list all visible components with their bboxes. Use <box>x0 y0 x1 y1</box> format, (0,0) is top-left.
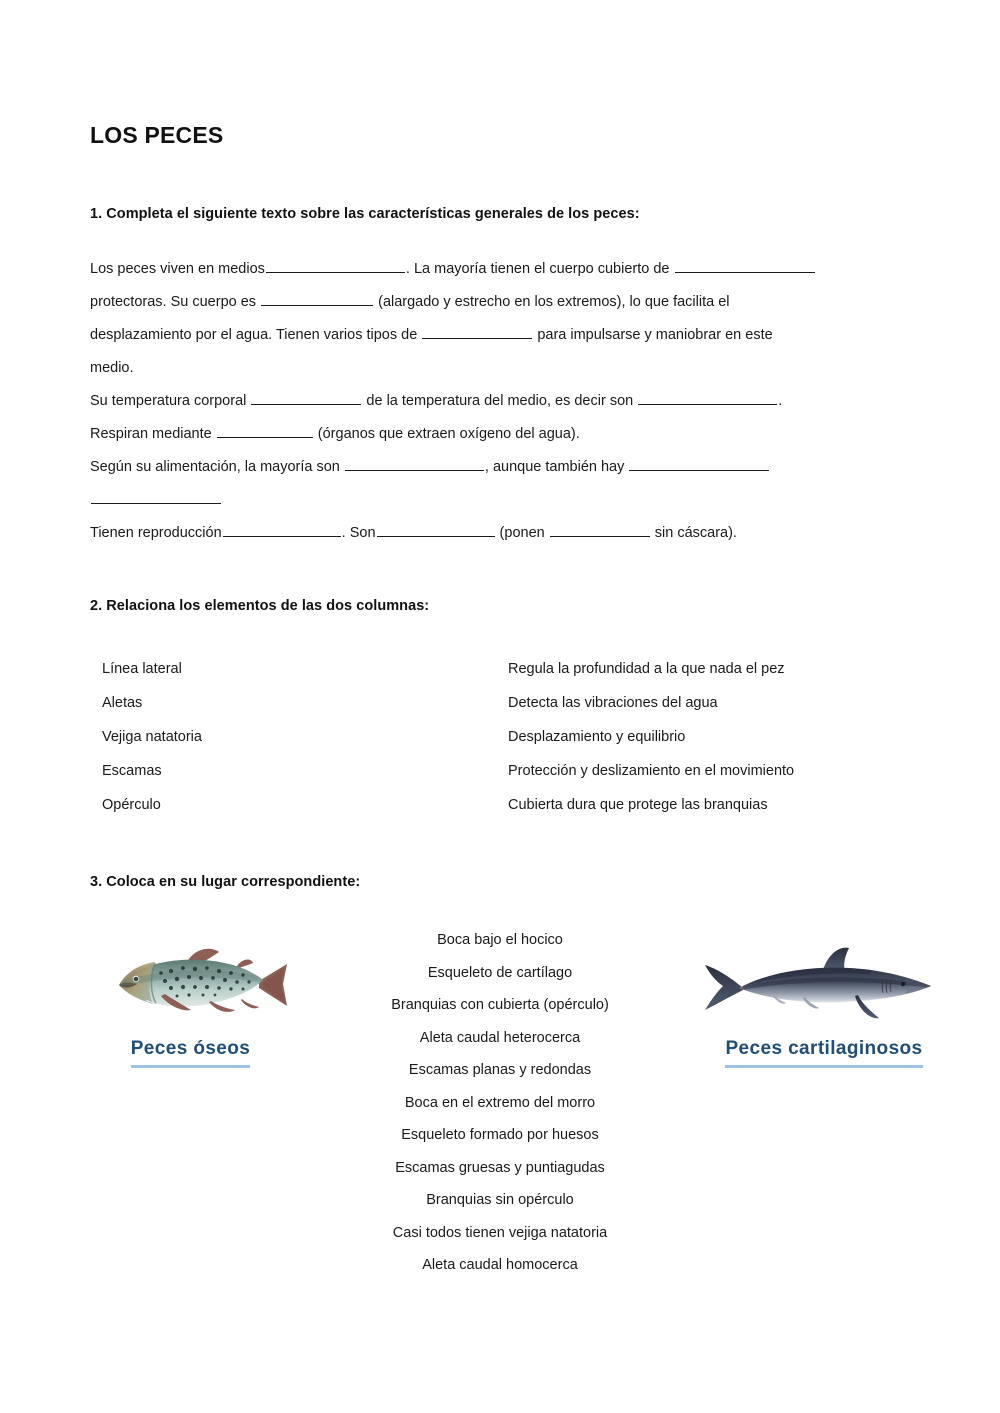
blank-herbivoros[interactable] <box>629 455 769 471</box>
list-item[interactable]: Branquias sin opérculo <box>426 1192 574 1208</box>
match-definition[interactable]: Desplazamiento y equilibrio <box>508 729 686 745</box>
text-run: protectoras. Su cuerpo es <box>90 294 257 310</box>
list-item[interactable]: Esqueleto de cartílago <box>427 964 573 981</box>
text-run: medio. <box>90 360 134 376</box>
text-run: . <box>778 393 783 409</box>
list-item[interactable]: Esqueleto formado por huesos <box>401 1127 599 1143</box>
table-row <box>90 652 910 686</box>
list-item[interactable]: Branquias con cubierta (opérculo) <box>391 997 609 1013</box>
blank-forma[interactable] <box>261 290 373 306</box>
paragraph-line-6 <box>90 418 905 451</box>
list-item[interactable]: Escamas gruesas y puntiagudas <box>395 1159 605 1176</box>
blank-huevos[interactable] <box>550 521 650 537</box>
text-run: Respiran mediante <box>90 426 212 442</box>
bony-fish-label: Peces óseos <box>131 1038 251 1068</box>
section-2-heading: 2. Relaciona los elementos de las dos columnas: <box>90 598 430 614</box>
trout-icon <box>91 938 291 1028</box>
text-run: . Son <box>341 525 376 541</box>
paragraph-line-8 <box>90 484 905 517</box>
table-row <box>90 788 910 822</box>
blank-aletas[interactable] <box>422 323 532 339</box>
list-item[interactable]: Boca en el extremo del morro <box>404 1094 596 1111</box>
match-definition[interactable]: Detecta las vibraciones del agua <box>508 695 718 711</box>
text-run: para impulsarse y maniobrar en este <box>537 327 773 343</box>
section-1-heading: 1. Completa el siguiente texto sobre las características generales de los peces: <box>90 206 640 222</box>
match-definition[interactable]: Protección y deslizamiento en el movimiento <box>508 763 795 779</box>
cartilaginous-fish-panel <box>694 938 954 1068</box>
matching-exercise <box>90 652 910 822</box>
match-term[interactable]: Escamas <box>102 763 162 779</box>
text-run: de la temperatura del medio, es decir son <box>366 393 634 409</box>
list-item[interactable]: Casi todos tienen vejiga natatoria <box>392 1224 608 1241</box>
blank-temperatura[interactable] <box>251 389 361 405</box>
blank-branquias[interactable] <box>217 422 313 438</box>
text-run: desplazamiento por el agua. Tienen varios tipos de <box>90 327 418 343</box>
paragraph-line-7 <box>90 451 905 484</box>
match-definition[interactable]: Cubierta dura que protege las branquias <box>508 797 768 813</box>
text-run: (ponen <box>499 525 545 541</box>
section-3-heading: 3. Coloca en su lugar correspondiente: <box>90 874 361 890</box>
text-run: (alargado y estrecho en los extremos), lo que facilita el <box>378 294 730 310</box>
text-run: , aunque también hay <box>484 459 625 475</box>
blank-escamas[interactable] <box>675 257 815 273</box>
list-item[interactable]: Aleta caudal homocerca <box>422 1257 578 1273</box>
trait-list <box>285 924 715 1282</box>
paragraph-line-3 <box>90 319 905 352</box>
bony-fish-panel <box>88 938 293 1068</box>
paragraph-line-9 <box>90 517 905 550</box>
list-item[interactable]: Boca bajo el hocico <box>437 932 563 948</box>
text-run: (órganos que extraen oxígeno del agua). <box>317 426 580 442</box>
paragraph-line-1 <box>90 253 905 286</box>
blank-reproduccion[interactable] <box>223 521 341 537</box>
cartilaginous-fish-label: Peces cartilaginosos <box>725 1038 922 1068</box>
match-term[interactable]: Vejiga natatoria <box>102 729 202 745</box>
text-run: . La mayoría tienen el cuerpo cubierto de <box>405 261 670 277</box>
shark-icon <box>699 938 949 1028</box>
list-item[interactable]: Aleta caudal heterocerca <box>419 1029 581 1046</box>
page-content <box>90 0 923 1306</box>
page-title: LOS PECES <box>90 122 224 148</box>
match-definition[interactable]: Regula la profundidad a la que nada el pez <box>508 661 785 677</box>
classification-exercise <box>90 916 923 1306</box>
blank-oviparos[interactable] <box>377 521 495 537</box>
text-run: sin cáscara). <box>654 525 737 541</box>
match-term[interactable]: Opérculo <box>102 797 161 813</box>
fill-in-paragraph <box>90 253 905 550</box>
table-row <box>90 686 910 720</box>
table-row <box>90 754 910 788</box>
table-row <box>90 720 910 754</box>
paragraph-line-5 <box>90 385 905 418</box>
blank-carnivoros[interactable] <box>345 455 484 471</box>
list-item[interactable]: Escamas planas y redondas <box>408 1062 592 1078</box>
blank-omnivoros[interactable] <box>91 488 221 504</box>
blank-medio[interactable] <box>266 257 405 273</box>
blank-ectotermos[interactable] <box>638 389 777 405</box>
match-term[interactable]: Línea lateral <box>102 661 182 677</box>
paragraph-line-2 <box>90 286 905 319</box>
paragraph-line-4 <box>90 352 905 385</box>
text-run: Su temperatura corporal <box>90 393 247 409</box>
text-run: Tienen reproducción <box>90 525 222 541</box>
match-term[interactable]: Aletas <box>102 695 143 711</box>
text-run: Los peces viven en medios <box>90 261 265 277</box>
text-run: Según su alimentación, la mayoría son <box>90 459 340 475</box>
